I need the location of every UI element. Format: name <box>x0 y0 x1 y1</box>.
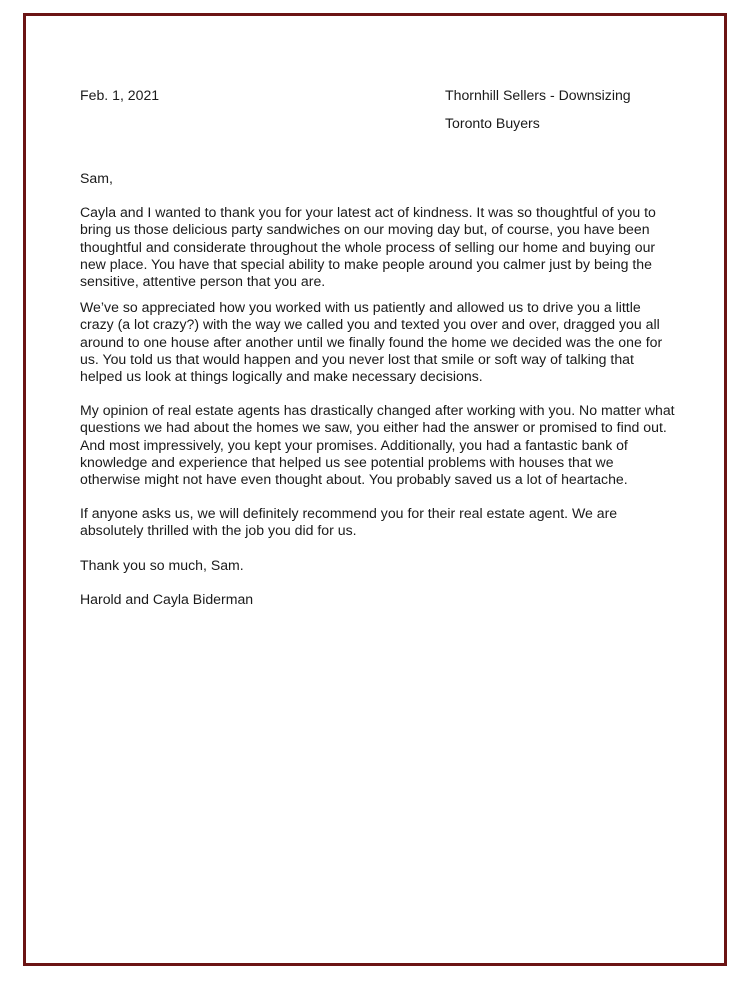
header-line-sellers: Thornhill Sellers - Downsizing <box>445 87 631 103</box>
closing-line: Thank you so much, Sam. <box>80 556 244 573</box>
letter-date: Feb. 1, 2021 <box>80 87 160 103</box>
letter-header-block <box>445 87 631 132</box>
paragraph-thanks-kindness: Cayla and I wanted to thank you for your latest act of kindness. It was so thoughtful of you to bring us those delicious party sandwiches on our moving day but, of course, you have been thoughtful and considerate throughout the whole process of selling our home and buying our new place. You have that special ability to make people around you calmer just by being the sensitive, attentive person that you are. <box>80 204 656 290</box>
paragraph-patience: We’ve so appreciated how you worked with us patiently and allowed us to drive you a little crazy (a lot crazy?) with the way we called you and texted you over and over, dragged you all around to one house after another until we finally found the home we decided was the one for us. You told us that would happen and you never lost that smile or soft way of talking that helped us look at things logically and make necessary decisions. <box>80 299 663 385</box>
paragraph-recommendation: If anyone asks us, we will definitely recommend you for their real estate agent. We are absolutely thrilled with the job you did for us. <box>80 505 618 539</box>
salutation: Sam, <box>80 170 113 186</box>
paragraph-opinion: My opinion of real estate agents has drastically changed after working with you. No matter what questions we had about the homes we saw, you either had the answer or promised to find out. And most impressively, you kept your promises. Additionally, you had a fantastic bank of knowledge and experience that helped us see potential problems with houses that we otherwise might not have even thought about. You probably saved us a lot of heartache. <box>80 402 675 488</box>
letter-body <box>80 170 676 608</box>
header-line-buyers: Toronto Buyers <box>445 115 540 131</box>
signature: Harold and Cayla Biderman <box>80 590 254 607</box>
